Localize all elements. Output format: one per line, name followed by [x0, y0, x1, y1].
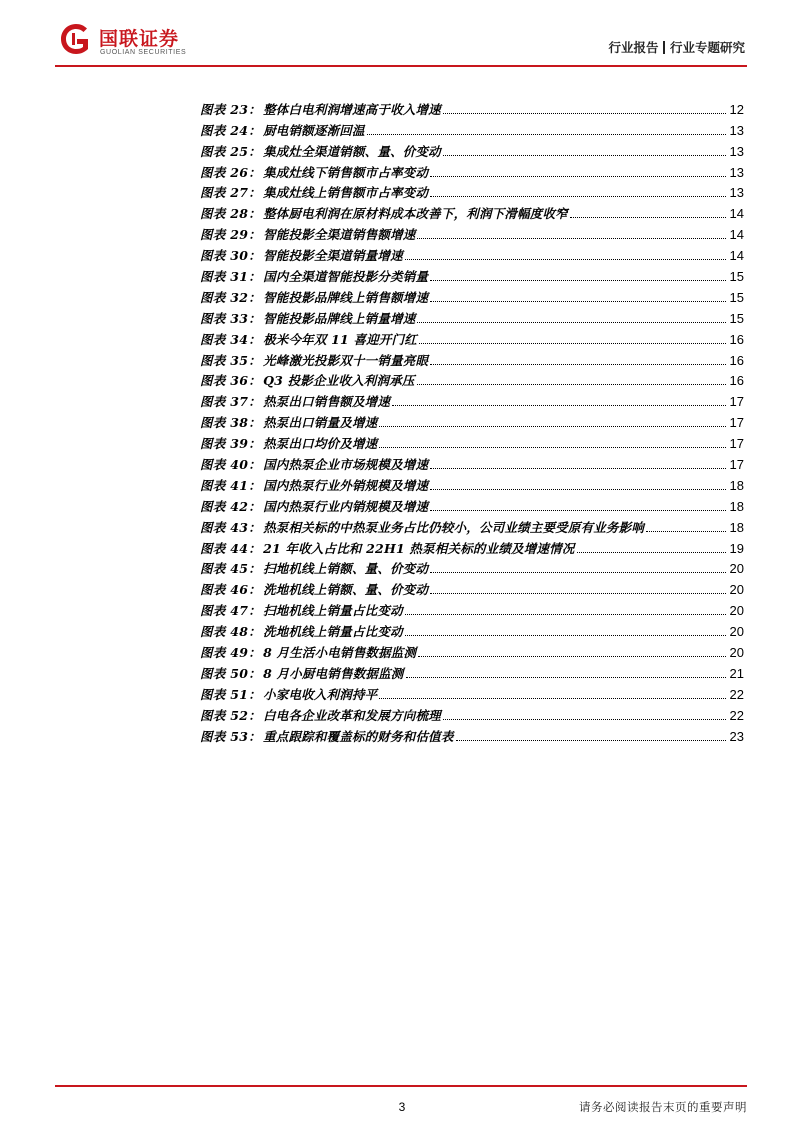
- toc-leader-dots: [379, 447, 726, 448]
- toc-entry-label: 图表 45：: [200, 561, 262, 577]
- guolian-logo-icon: [59, 22, 93, 56]
- toc-entry-page: 13: [729, 122, 744, 138]
- toc-entry[interactable]: [200, 263, 744, 284]
- toc-entry-label: 图表 35：: [200, 352, 262, 368]
- footer-divider: [55, 1085, 747, 1087]
- figure-list: [200, 96, 744, 744]
- toc-leader-dots: [417, 322, 726, 323]
- toc-entry-page: 18: [729, 477, 744, 493]
- toc-entry-page: 20: [729, 624, 744, 640]
- toc-entry-page: 18: [729, 498, 744, 514]
- toc-entry-label: 图表 50：: [200, 665, 262, 681]
- toc-leader-dots: [417, 238, 726, 239]
- toc-entry-label: 图表 25：: [200, 143, 262, 159]
- toc-entry-page: 15: [729, 289, 744, 305]
- toc-entry[interactable]: [200, 618, 744, 639]
- toc-entry-label: 图表 51：: [200, 686, 262, 702]
- toc-entry-title: 智能投影品牌线上销量增速: [263, 310, 416, 326]
- toc-entry-title: 小家电收入利润持平: [263, 686, 378, 702]
- toc-entry[interactable]: [200, 576, 744, 597]
- toc-entry[interactable]: [200, 639, 744, 660]
- toc-entry-page: 20: [729, 582, 744, 598]
- toc-entry[interactable]: [200, 180, 744, 201]
- toc-entry-page: 20: [729, 645, 744, 661]
- toc-leader-dots: [443, 155, 726, 156]
- toc-entry-label: 图表 29：: [200, 227, 262, 243]
- toc-entry[interactable]: [200, 284, 744, 305]
- toc-leader-dots: [419, 343, 726, 344]
- toc-leader-dots: [430, 593, 726, 594]
- toc-entry-page: 16: [729, 352, 744, 368]
- toc-leader-dots: [570, 217, 726, 218]
- toc-entry-label: 图表 31：: [200, 269, 262, 285]
- toc-entry-title: 21 年收入占比和 22H1 热泵相关标的业绩及增速情况: [263, 540, 575, 556]
- toc-entry[interactable]: [200, 535, 744, 556]
- toc-entry-title: 国内全渠道智能投影分类销量: [263, 269, 429, 285]
- toc-entry-page: 17: [729, 415, 744, 431]
- toc-entry[interactable]: [200, 388, 744, 409]
- toc-leader-dots: [379, 698, 726, 699]
- toc-leader-dots: [443, 113, 726, 114]
- toc-leader-dots: [406, 677, 726, 678]
- toc-entry-title: 智能投影全渠道销售额增速: [263, 227, 416, 243]
- toc-entry-label: 图表 39：: [200, 436, 262, 452]
- toc-entry-label: 图表 34：: [200, 331, 262, 347]
- toc-entry[interactable]: [200, 305, 744, 326]
- toc-entry-title: 洗地机线上销量占比变动: [263, 624, 403, 640]
- toc-entry-title: 厨电销额逐渐回温: [263, 122, 365, 138]
- toc-entry-title: 8 月生活小电销售数据监测: [263, 645, 417, 661]
- toc-leader-dots: [405, 635, 726, 636]
- toc-entry-page: 17: [729, 457, 744, 473]
- toc-entry-title: 集成灶全渠道销额、量、价变动: [263, 143, 441, 159]
- toc-entry-title: 热泵出口销量及增速: [263, 415, 378, 431]
- toc-entry[interactable]: [200, 242, 744, 263]
- toc-leader-dots: [577, 552, 726, 553]
- toc-entry-title: 8 月小厨电销售数据监测: [263, 665, 404, 681]
- toc-entry-page: 14: [729, 227, 744, 243]
- toc-entry-label: 图表 30：: [200, 248, 262, 264]
- toc-entry[interactable]: [200, 347, 744, 368]
- toc-entry-title: 智能投影全渠道销量增速: [263, 248, 403, 264]
- toc-entry-label: 图表 32：: [200, 289, 262, 305]
- toc-entry[interactable]: [200, 430, 744, 451]
- toc-entry-title: 国内热泵行业内销规模及增速: [263, 498, 429, 514]
- toc-entry-page: 17: [729, 436, 744, 452]
- report-subtype: 行业专题研究: [669, 40, 745, 55]
- toc-entry-page: 20: [729, 561, 744, 577]
- footer-disclaimer: 请务必阅读报告末页的重要声明: [579, 1100, 747, 1114]
- toc-leader-dots: [430, 510, 726, 511]
- toc-entry-title: 洗地机线上销额、量、价变动: [263, 582, 429, 598]
- toc-entry-label: 图表 23：: [200, 101, 262, 117]
- toc-entry-page: 20: [729, 603, 744, 619]
- toc-entry-page: 14: [729, 248, 744, 264]
- toc-entry[interactable]: [200, 326, 744, 347]
- toc-entry-title: 扫地机线上销额、量、价变动: [263, 561, 429, 577]
- toc-entry-title: 国内热泵企业市场规模及增速: [263, 457, 429, 473]
- toc-entry-label: 图表 38：: [200, 415, 262, 431]
- toc-entry-page: 16: [729, 373, 744, 389]
- toc-leader-dots: [417, 384, 726, 385]
- toc-entry[interactable]: [200, 514, 744, 535]
- toc-entry-label: 图表 36：: [200, 373, 262, 389]
- toc-entry-page: 15: [729, 269, 744, 285]
- toc-leader-dots: [443, 719, 726, 720]
- toc-leader-dots: [367, 134, 726, 135]
- toc-entry-label: 图表 49：: [200, 645, 262, 661]
- toc-leader-dots: [430, 489, 726, 490]
- toc-leader-dots: [418, 656, 726, 657]
- toc-entry[interactable]: [200, 597, 744, 618]
- toc-entry[interactable]: [200, 472, 744, 493]
- toc-entry-page: 23: [729, 728, 744, 744]
- report-type: 行业报告: [608, 40, 659, 55]
- toc-leader-dots: [456, 740, 726, 741]
- toc-entry[interactable]: [200, 159, 744, 180]
- toc-entry-label: 图表 27：: [200, 185, 262, 201]
- toc-entry-label: 图表 53：: [200, 728, 262, 744]
- toc-leader-dots: [430, 176, 726, 177]
- toc-entry-page: 16: [729, 331, 744, 347]
- toc-entry-page: 13: [729, 164, 744, 180]
- toc-leader-dots: [430, 196, 726, 197]
- toc-leader-dots: [430, 364, 726, 365]
- toc-entry[interactable]: [200, 556, 744, 577]
- toc-leader-dots: [430, 280, 726, 281]
- toc-entry-title: 白电各企业改革和发展方向梳理: [263, 707, 441, 723]
- toc-entry-page: 21: [729, 665, 744, 681]
- toc-leader-dots: [430, 468, 726, 469]
- toc-leader-dots: [379, 426, 726, 427]
- toc-entry[interactable]: [200, 723, 744, 744]
- toc-entry-label: 图表 33：: [200, 310, 262, 326]
- toc-entry[interactable]: [200, 660, 744, 681]
- toc-entry-title: 热泵出口销售额及增速: [263, 394, 391, 410]
- toc-entry[interactable]: [200, 409, 744, 430]
- toc-entry-title: 国内热泵行业外销规模及增速: [263, 477, 429, 493]
- toc-entry-label: 图表 26：: [200, 164, 262, 180]
- toc-entry-page: 22: [729, 686, 744, 702]
- toc-entry-page: 22: [729, 707, 744, 723]
- header-separator: [663, 41, 665, 54]
- toc-entry-title: 集成灶线下销售额市占率变动: [263, 164, 429, 180]
- toc-entry[interactable]: [200, 702, 744, 723]
- toc-entry-title: 扫地机线上销量占比变动: [263, 603, 403, 619]
- toc-entry-page: 12: [729, 101, 744, 117]
- toc-entry-title: 光峰激光投影双十一销量亮眼: [263, 352, 429, 368]
- toc-entry-title: 热泵相关标的中热泵业务占比仍较小，公司业绩主要受原有业务影响: [263, 519, 645, 535]
- toc-entry-title: 智能投影品牌线上销售额增速: [263, 289, 429, 305]
- toc-leader-dots: [430, 572, 726, 573]
- toc-leader-dots: [405, 259, 726, 260]
- toc-entry-label: 图表 41：: [200, 477, 262, 493]
- toc-entry-page: 13: [729, 143, 744, 159]
- toc-entry-title: Q3 投影企业收入利润承压: [263, 373, 415, 389]
- toc-entry-label: 图表 48：: [200, 624, 262, 640]
- toc-entry-label: 图表 42：: [200, 498, 262, 514]
- toc-entry[interactable]: [200, 493, 744, 514]
- logo-text-cn: 国联证券: [99, 28, 180, 50]
- toc-entry-title: 整体厨电利润在原材料成本改善下，利润下滑幅度收窄: [263, 206, 568, 222]
- toc-entry[interactable]: [200, 681, 744, 702]
- toc-entry[interactable]: [200, 368, 744, 389]
- toc-entry[interactable]: [200, 221, 744, 242]
- toc-entry-label: 图表 46：: [200, 582, 262, 598]
- toc-entry-page: 17: [729, 394, 744, 410]
- toc-entry-title: 热泵出口均价及增速: [263, 436, 378, 452]
- header-divider: [55, 65, 747, 67]
- toc-leader-dots: [646, 531, 726, 532]
- toc-entry[interactable]: [200, 451, 744, 472]
- toc-entry-label: 图表 52：: [200, 707, 262, 723]
- toc-entry-label: 图表 28：: [200, 206, 262, 222]
- toc-entry-label: 图表 40：: [200, 457, 262, 473]
- toc-entry-page: 19: [729, 540, 744, 556]
- toc-entry[interactable]: [200, 138, 744, 159]
- toc-entry-page: 13: [729, 185, 744, 201]
- page-number: 3: [398, 1100, 406, 1114]
- toc-entry-label: 图表 44：: [200, 540, 262, 556]
- toc-entry[interactable]: [200, 96, 744, 117]
- toc-entry-page: 15: [729, 310, 744, 326]
- toc-entry-page: 18: [729, 519, 744, 535]
- toc-entry-title: 重点跟踪和覆盖标的财务和估值表: [263, 728, 454, 744]
- report-category: [608, 38, 745, 56]
- toc-entry[interactable]: [200, 200, 744, 221]
- toc-entry-title: 整体白电利润增速高于收入增速: [263, 101, 441, 117]
- toc-entry-label: 图表 47：: [200, 603, 262, 619]
- toc-entry-title: 集成灶线上销售额市占率变动: [263, 185, 429, 201]
- page-header: [55, 18, 747, 62]
- logo-text-en: GUOLIAN SECURITIES: [100, 49, 187, 56]
- toc-leader-dots: [405, 614, 726, 615]
- toc-entry-label: 图表 43：: [200, 519, 262, 535]
- toc-entry-title: 极米今年双 11 喜迎开门红: [263, 331, 417, 347]
- toc-leader-dots: [392, 405, 726, 406]
- toc-entry-page: 14: [729, 206, 744, 222]
- toc-entry-label: 图表 37：: [200, 394, 262, 410]
- toc-entry-label: 图表 24：: [200, 122, 262, 138]
- toc-leader-dots: [430, 301, 726, 302]
- toc-entry[interactable]: [200, 117, 744, 138]
